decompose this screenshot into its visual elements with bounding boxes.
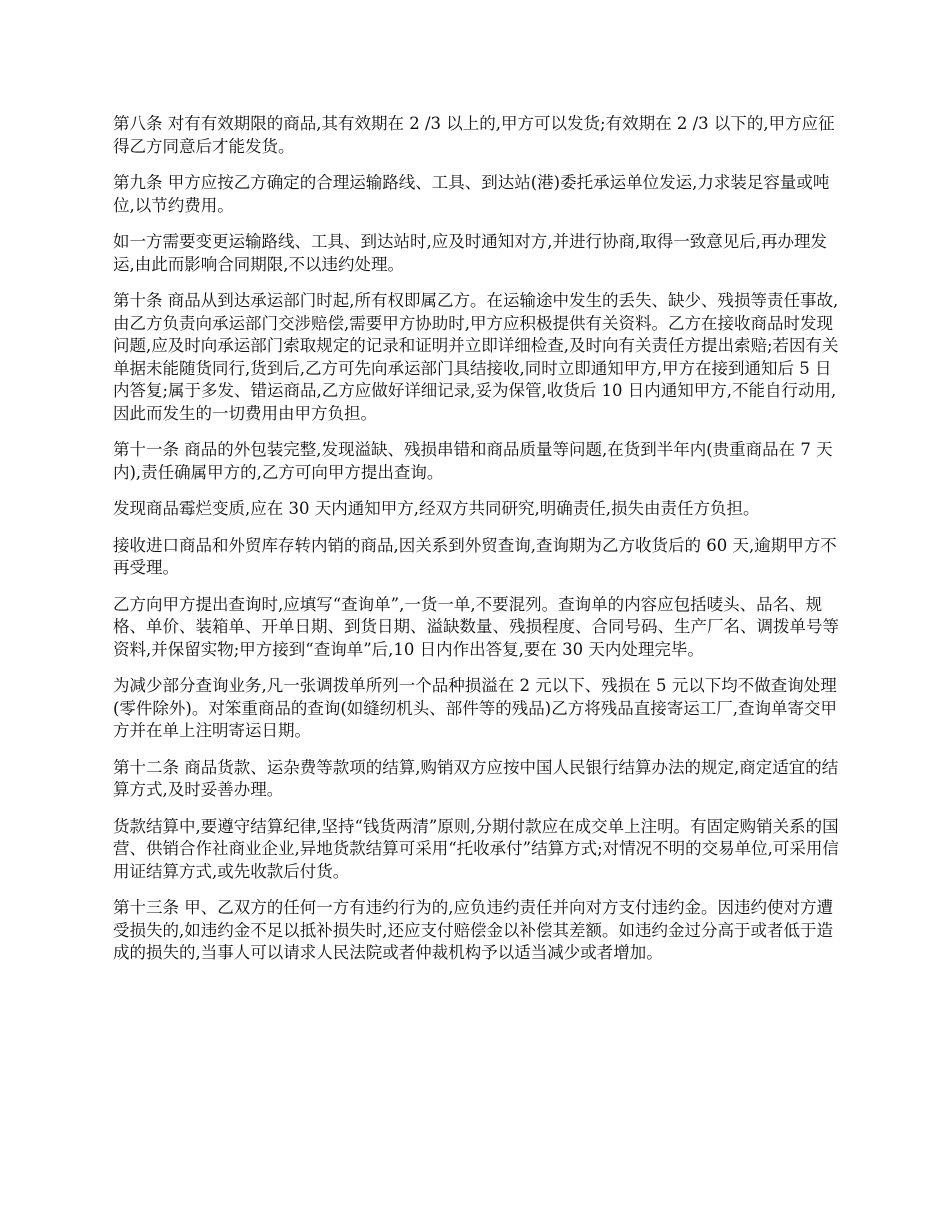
paragraph-article-8: 第八条 对有有效期限的商品,其有效期在 2 /3 以上的,甲方可以发货;有效期在 2 /3 以下的,甲方应征得乙方同意后才能发货。 xyxy=(113,114,835,156)
paragraph-article-9: 第九条 甲方应按乙方确定的合理运输路线、工具、到达站(港)委托承运单位发运,力求装足容量或吨位,以节约费用。 xyxy=(113,173,830,215)
paragraph-article-13: 第十三条 甲、乙双方的任何一方有违约行为的,应负违约责任并向对方支付违约金。因违约使对方遭受损失的,如违约金不足以抵补损失时,还应支付赔偿金以补偿其差额。如违约金过分高于或者低于造成的损失的,当事人可以请求人民法院或者仲裁机构予以适当减少或者增加。 xyxy=(113,898,833,962)
paragraph-article-11: 第十一条 商品的外包装完整,发现溢缺、残损串错和商品质量等问题,在货到半年内(贵重商品在 7 天内),责任确属甲方的,乙方可向甲方提出查询。 xyxy=(113,440,833,482)
paragraph-inquiry-reduction: 为减少部分查询业务,凡一张调拨单所列一个品种损溢在 2 元以下、残损在 5 元以下均不做查询处理(零件除外)。对笨重商品的查询(如缝纫机头、部件等的残品)乙方将残品直接寄运工厂,查询单寄交甲方并在单上注明寄运日期。 xyxy=(113,676,837,740)
document-page xyxy=(113,113,843,979)
paragraph-route-change: 如一方需要变更运输路线、工具、到达站时,应及时通知对方,并进行协商,取得一致意见后,再办理发运,由此而影响合同期限,不以违约处理。 xyxy=(113,232,827,274)
paragraph-import-goods: 接收进口商品和外贸库存转内销的商品,因关系到外贸查询,查询期为乙方收货后的 60 天,逾期甲方不再受理。 xyxy=(113,535,837,577)
paragraph-spoilage: 发现商品霉烂变质,应在 30 天内通知甲方,经双方共同研究,明确责任,损失由责任方负担。 xyxy=(113,499,760,518)
paragraph-settlement: 货款结算中,要遵守结算纪律,坚持“钱货两清”原则,分期付款应在成交单上注明。有固定购销关系的国营、供销合作社商业企业,异地货款结算可采用“托收承付”结算方式;对情况不明的交易单位,可采用信用证结算方式,或先收款后付货。 xyxy=(113,816,839,881)
paragraph-inquiry-form: 乙方向甲方提出查询时,应填写“查询单”,一货一单,不要混列。查询单的内容应包括唛头、品名、规格、单价、装箱单、开单日期、到货日期、溢缺数量、残损程度、合同号码、生产厂名、调拨单号等资料,并保留实物;甲方接到“查询单”后,10 日内作出答复,要在 30 天内处理完毕。 xyxy=(113,594,839,659)
paragraph-article-10: 第十条 商品从到达承运部门时起,所有权即属乙方。在运输途中发生的丢失、缺少、残损等责任事故,由乙方负责向承运部门交涉赔偿,需要甲方协助时,甲方应积极提供有关资料。乙方在接收商品时发现问题,应及时向承运部门索取规定的记录和证明并立即详细检查,及时向有关责任方提出索赔;若因有关单据未能随货同行,货到后,乙方可先向承运部门具结接收,同时立即通知甲方,甲方在接到通知后 5 日内答复;属于多发、错运商品,乙方应做好详细记录,妥为保管,收货后 10 日内通知甲方,不能自行动用,因此而发生的一切费用由甲方负担。 xyxy=(113,291,839,423)
paragraph-article-12: 第十二条 商品货款、运杂费等款项的结算,购销双方应按中国人民银行结算办法的规定,商定适宜的结算方式,及时妥善办理。 xyxy=(113,757,839,799)
